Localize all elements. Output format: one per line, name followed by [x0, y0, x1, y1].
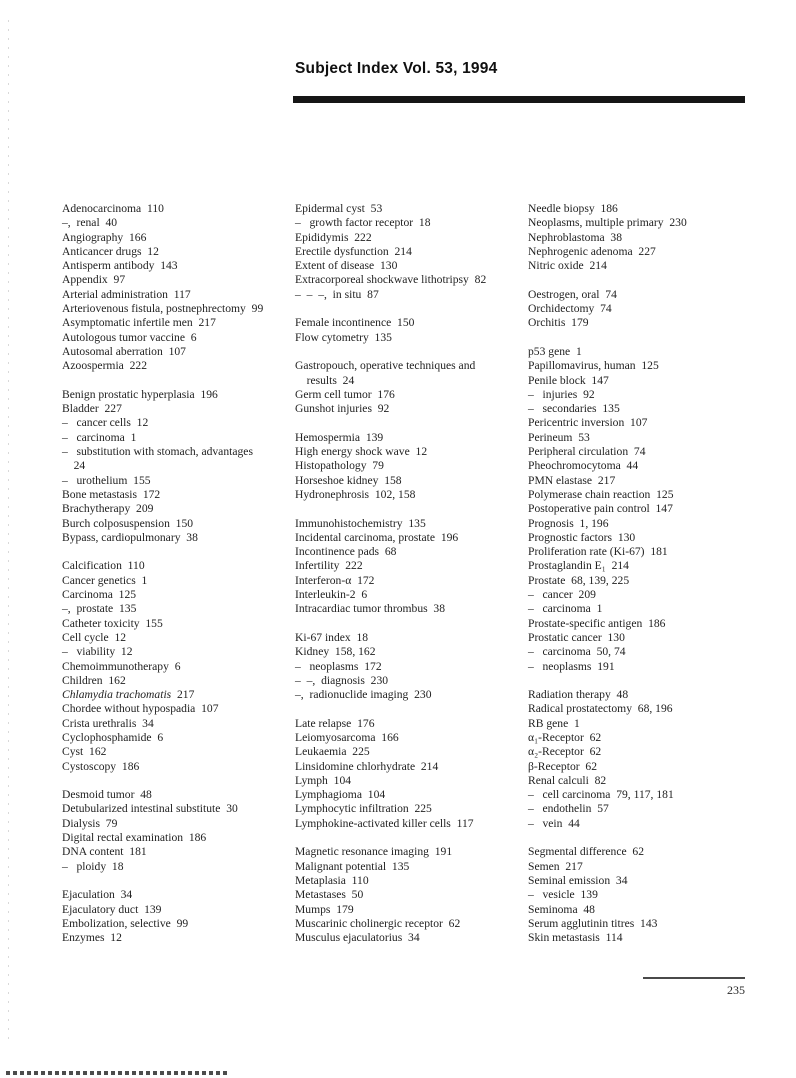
index-entry: – endothelin 57: [528, 802, 609, 816]
index-entry: Dialysis 79: [62, 816, 118, 830]
index-entry: Radiation therapy 48: [528, 688, 629, 702]
index-entry: – neoplasms 191: [528, 659, 615, 673]
index-entry: Pericentric inversion 107: [528, 416, 648, 430]
index-entry: Flow cytometry 135: [295, 330, 392, 344]
index-entry: – secondaries 135: [528, 402, 620, 416]
index-entry: Epidermal cyst 53: [295, 202, 383, 215]
index-entry: Crista urethralis 34: [62, 716, 154, 730]
index-column: [62, 202, 295, 945]
index-entry: Cyclophosphamide 6: [62, 730, 164, 744]
index-entry: Incidental carcinoma, prostate 196: [295, 530, 459, 544]
index-entry: Arterial administration 117: [62, 287, 191, 301]
index-entry: Extent of disease 130: [295, 259, 398, 273]
index-entry: p53 gene 1: [528, 344, 582, 358]
index-entry: Magnetic resonance imaging 191: [295, 845, 453, 859]
index-entry: Azoospermia 222: [62, 359, 148, 373]
index-entry: Nephroblastoma 38: [528, 230, 623, 244]
index-entry: Polymerase chain reaction 125: [528, 487, 674, 501]
index-entry: Burch colposuspension 150: [62, 516, 194, 530]
index-entry: Postoperative pain control 147: [528, 502, 673, 516]
index-entry: Adenocarcinoma 110: [62, 202, 164, 215]
index-entry: Bone metastasis 172: [62, 487, 161, 501]
index-blank-line: [295, 416, 528, 430]
index-entry: Chlamydia trachomatis 217: [62, 688, 195, 702]
index-entry: Leiomyosarcoma 166: [295, 730, 399, 744]
index-entry: Immunohistochemistry 135: [295, 516, 426, 530]
scan-edge-artifact-bottom: [6, 1071, 228, 1075]
index-entry: Metaplasia 110: [295, 873, 369, 887]
index-blank-line: [295, 617, 528, 631]
index-entry: Appendix 97: [62, 273, 126, 287]
index-blank-line: [528, 273, 761, 287]
index-entry: Perineum 53: [528, 430, 590, 444]
index-entry: Seminal emission 34: [528, 873, 628, 887]
index-entry-italic-term: Chlamydia trachomatis: [62, 688, 172, 702]
index-entry: Hemospermia 139: [295, 430, 384, 444]
index-entry: Proliferation rate (Ki-67) 181: [528, 545, 668, 559]
index-entry: Interferon-α 172: [295, 573, 375, 587]
index-entry: PMN elastase 217: [528, 473, 616, 487]
index-entry: – cell carcinoma 79, 117, 181: [528, 788, 674, 802]
index-entry: Kidney 158, 162: [295, 645, 376, 659]
index-entry: Mumps 179: [295, 902, 354, 916]
index-entry: Intracardiac tumor thrombus 38: [295, 602, 446, 616]
index-column: [528, 202, 761, 945]
index-entry: Incontinence pads 68: [295, 545, 397, 559]
index-entry: Orchidectomy 74: [528, 302, 612, 316]
index-entry: DNA content 181: [62, 845, 147, 859]
index-entry: Gastropouch, operative techniques and: [295, 359, 476, 373]
index-blank-line: [295, 502, 528, 516]
index-entry: Ejaculation 34: [62, 888, 133, 902]
index-blank-line: [295, 302, 528, 316]
index-entry: Lymphokine-activated killer cells 117: [295, 816, 474, 830]
index-entry: Gunshot injuries 92: [295, 402, 390, 416]
index-entry: Embolization, selective 99: [62, 916, 189, 930]
index-entry: β-Receptor 62: [528, 759, 597, 773]
page-title: Subject Index Vol. 53, 1994: [295, 60, 498, 77]
index-entry: α₁-Receptor 62: [528, 730, 602, 744]
index-entry: Pheochromocytoma 44: [528, 459, 639, 473]
index-blank-line: [528, 331, 761, 345]
index-entry: Orchitis 179: [528, 316, 589, 330]
index-entry: – ploidy 18: [62, 859, 124, 873]
index-entry: Benign prostatic hyperplasia 196: [62, 387, 218, 401]
index-entry: – substitution with stomach, advantages: [62, 445, 253, 459]
index-entry: Extracorporeal shockwave lithotripsy 82: [295, 273, 487, 287]
index-entry: Lymph 104: [295, 773, 352, 787]
index-entry: results 24: [295, 373, 355, 387]
index-blank-line: [62, 545, 295, 559]
index-blank-line: [295, 702, 528, 716]
index-entry: Detubularized intestinal substitute 30: [62, 802, 238, 816]
index-entry: Nitric oxide 214: [528, 259, 607, 273]
index-entry: Skin metastasis 114: [528, 931, 623, 945]
index-entry: Renal calculi 82: [528, 773, 607, 787]
index-entry: – growth factor receptor 18: [295, 216, 431, 230]
index-entry: – cancer 209: [528, 588, 596, 602]
index-entry: Muscarinic cholinergic receptor 62: [295, 916, 461, 930]
index-entry: Catheter toxicity 155: [62, 616, 163, 630]
index-entry: 24: [62, 459, 86, 473]
index-entry: Segmental difference 62: [528, 845, 644, 859]
index-entry: Cyst 162: [62, 745, 107, 759]
index-entry: – cancer cells 12: [62, 416, 149, 430]
index-entry: – viability 12: [62, 645, 133, 659]
index-entry: Epididymis 222: [295, 230, 372, 244]
index-entry: –, renal 40: [62, 216, 118, 230]
index-entry: Germ cell tumor 176: [295, 387, 395, 401]
index-entry: Lymphagioma 104: [295, 788, 386, 802]
index-entry: Histopathology 79: [295, 459, 384, 473]
index-entry: Penile block 147: [528, 373, 609, 387]
index-blank-line: [528, 831, 761, 845]
index-entry: Serum agglutinin titres 143: [528, 916, 658, 930]
index-entry: – urothelium 155: [62, 473, 151, 487]
index-entry: – –, diagnosis 230: [295, 673, 389, 687]
index-entry: –, radionuclide imaging 230: [295, 688, 432, 702]
index-entry: Prostate-specific antigen 186: [528, 616, 666, 630]
index-entry: Malignant potential 135: [295, 859, 410, 873]
index-blank-line: [62, 774, 295, 788]
index-entry: Autosomal aberration 107: [62, 344, 186, 358]
index-entry: Angiography 166: [62, 230, 147, 244]
index-entry: Cell cycle 12: [62, 630, 127, 644]
index-entry: Bladder 227: [62, 402, 122, 416]
index-entry: Hydronephrosis 102, 158: [295, 487, 416, 501]
index-blank-line: [62, 874, 295, 888]
index-entry: Carcinoma 125: [62, 588, 137, 602]
index-entry: – carcinoma 1: [528, 602, 603, 616]
index-entry: Cancer genetics 1: [62, 573, 148, 587]
index-entry: Needle biopsy 186: [528, 202, 618, 215]
index-entry: Peripheral circulation 74: [528, 445, 646, 459]
index-entry: α₂-Receptor 62: [528, 745, 602, 759]
index-entry: Papillomavirus, human 125: [528, 359, 659, 373]
index-entry: Neoplasms, multiple primary 230: [528, 216, 687, 230]
index-entry: Infertility 222: [295, 559, 363, 573]
index-entry: Radical prostatectomy 68, 196: [528, 702, 673, 716]
index-entry: Leukaemia 225: [295, 745, 370, 759]
index-entry: Bypass, cardiopulmonary 38: [62, 530, 198, 544]
index-entry: – carcinoma 50, 74: [528, 645, 626, 659]
index-entry: Seminoma 48: [528, 902, 595, 916]
index-entry: – carcinoma 1: [62, 430, 137, 444]
index-entry: Brachytherapy 209: [62, 502, 154, 516]
index-column: [295, 202, 528, 945]
scan-edge-artifact-left: [8, 20, 9, 1040]
index-entry: Desmoid tumor 48: [62, 788, 152, 802]
index-entry: Arteriovenous fistula, postnephrectomy 99: [62, 302, 264, 316]
index-entry: Cystoscopy 186: [62, 759, 140, 773]
index-entry: Musculus ejaculatorius 34: [295, 931, 420, 945]
index-entry: Prostate 68, 139, 225: [528, 573, 630, 587]
page-number: 235: [727, 983, 745, 997]
title-rule: [293, 96, 745, 103]
index-entry: Late relapse 176: [295, 716, 375, 730]
index-entry: Lymphocytic infiltration 225: [295, 802, 432, 816]
index-entry: Nephrogenic adenoma 227: [528, 244, 656, 258]
footer-rule: [643, 977, 745, 979]
index-entry: Chordee without hypospadia 107: [62, 702, 219, 716]
index-entry: Enzymes 12: [62, 931, 122, 945]
index-blank-line: [295, 345, 528, 359]
index-entry: High energy shock wave 12: [295, 445, 428, 459]
index-entry: Oestrogen, oral 74: [528, 287, 617, 301]
index-entry: Prostatic cancer 130: [528, 630, 625, 644]
index-entry: – neoplasms 172: [295, 659, 382, 673]
index-entry: Horseshoe kidney 158: [295, 473, 402, 487]
index-entry: Chemoimmunotherapy 6: [62, 659, 181, 673]
index-entry: – – –, in situ 87: [295, 287, 379, 301]
index-entry: Interleukin-2 6: [295, 588, 368, 602]
index-entry: –, prostate 135: [62, 602, 137, 616]
index-entry: – vesicle 139: [528, 888, 598, 902]
index-entry: Prognosis 1, 196: [528, 516, 609, 530]
index-entry: Erectile dysfunction 214: [295, 244, 412, 258]
index-entry: Antisperm antibody 143: [62, 259, 178, 273]
index-entry: Metastases 50: [295, 888, 364, 902]
index-blank-line: [295, 831, 528, 845]
index-entry: Semen 217: [528, 859, 583, 873]
index-entry: Prostaglandin E₁ 214: [528, 559, 629, 573]
index-entry: Calcification 110: [62, 559, 145, 573]
index-entry: Linsidomine chlorhydrate 214: [295, 759, 439, 773]
index-entry: – vein 44: [528, 816, 580, 830]
index-entry: Ejaculatory duct 139: [62, 902, 162, 916]
index-entry: RB gene 1: [528, 716, 580, 730]
index-entry: Autologous tumor vaccine 6: [62, 330, 197, 344]
index-entry: Prognostic factors 130: [528, 530, 636, 544]
index-entry: Anticancer drugs 12: [62, 244, 159, 258]
index-entry: Female incontinence 150: [295, 316, 415, 330]
index-blank-line: [62, 374, 295, 388]
index-entry: Digital rectal examination 186: [62, 831, 207, 845]
index-entry: Ki-67 index 18: [295, 630, 369, 644]
index-entry: Children 162: [62, 673, 126, 687]
index-blank-line: [528, 674, 761, 688]
index-entry: Asymptomatic infertile men 217: [62, 316, 216, 330]
index-entry: – injuries 92: [528, 387, 595, 401]
